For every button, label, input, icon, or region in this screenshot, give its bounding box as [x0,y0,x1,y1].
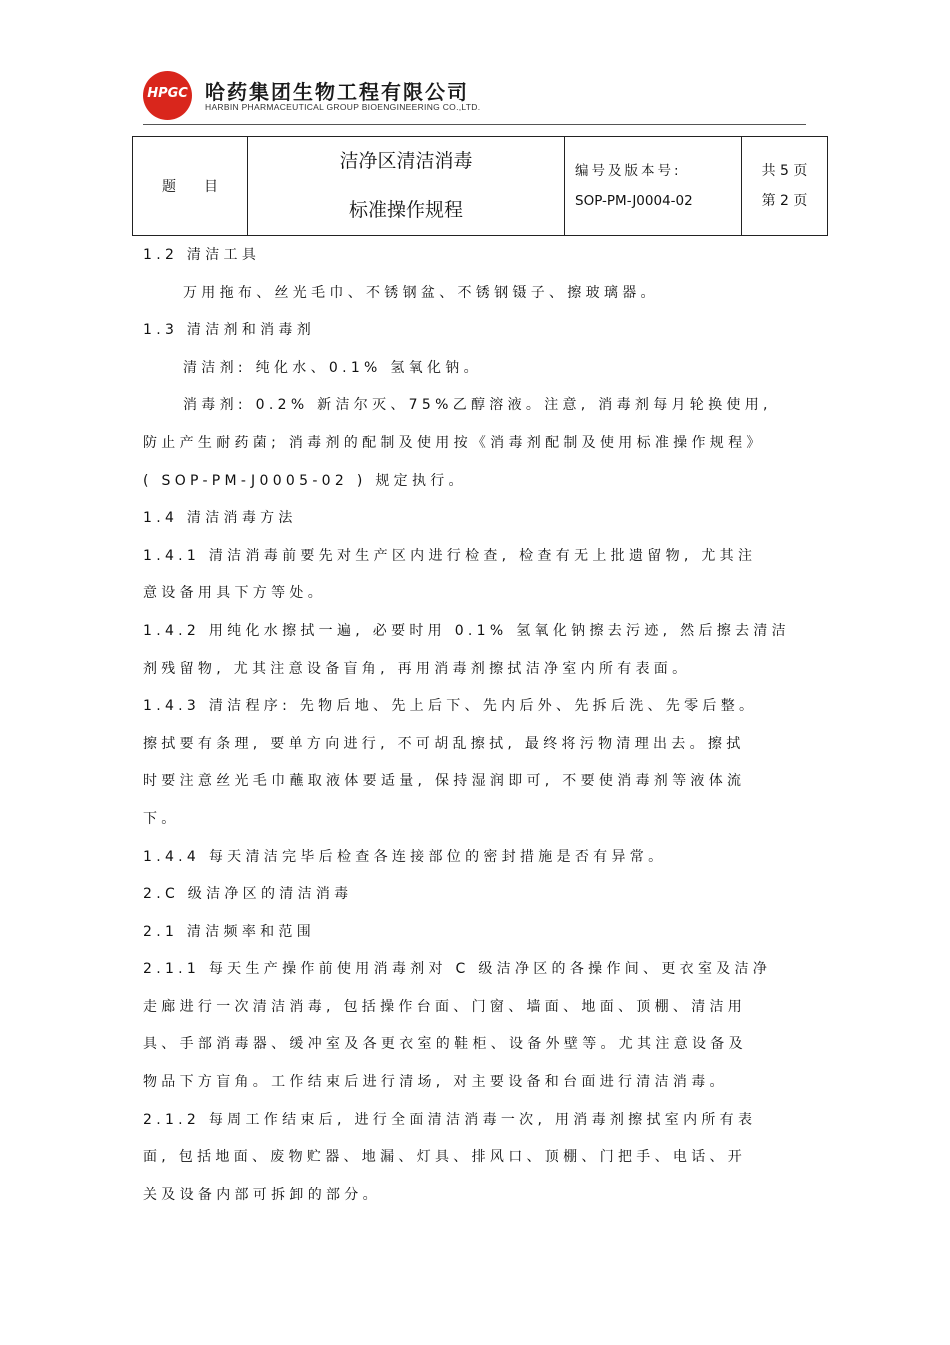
paragraph-line: 下。 [143,810,180,827]
paragraph-line: 意设备用具下方等处。 [143,585,326,602]
document-title-line1: 洁净区清洁消毒 [339,150,473,172]
paragraph-line: 清洁剂: 纯化水、0.1% 氢氧化钠。 [183,359,482,376]
paragraph-line: 万用拖布、丝光毛巾、不锈钢盆、不锈钢镊子、擦玻璃器。 [183,284,659,301]
paragraph-line: 剂残留物, 尤其注意设备盲角, 再用消毒剂擦拭洁净室内所有表面。 [143,660,691,677]
logo-text: HPGC [147,86,188,101]
title-table [132,136,828,236]
paragraph-line: 2.1.2 每周工作结束后, 进行全面清洁消毒一次, 用消毒剂擦拭室内所有表 [143,1111,757,1128]
page-info [742,137,828,236]
paragraph-line: 时要注意丝光毛巾蘸取液体要适量, 保持湿润即可, 不要使消毒剂等液体流 [143,773,746,790]
paragraph-line: 2.1.1 每天生产操作前使用消毒剂对 C 级洁净区的各操作间、更衣室及洁净 [143,961,772,978]
code-value: SOP-PM-J0004-02 [575,193,693,209]
section-heading: 2.1 清洁频率和范围 [143,923,316,940]
paragraph-line: 1.4.4 每天清洁完毕后检查各连接部位的密封措施是否有异常。 [143,848,667,865]
document-title [248,137,565,236]
paragraph-line: 1.4.2 用纯化水擦拭一遍, 必要时用 0.1% 氢氧化钠擦去污迹, 然后擦去清洁 [143,622,790,639]
company-name-cn: 哈药集团生物工程有限公司 [205,80,469,104]
paragraph-line: 物品下方盲角。工作结束后进行清场, 对主要设备和台面进行清洁消毒。 [143,1074,728,1091]
section-heading: 1.3 清洁剂和消毒剂 [143,322,316,339]
paragraph-line: 消毒剂: 0.2% 新洁尔灭、75%乙醇溶液。注意, 消毒剂每月轮换使用, [183,397,772,414]
paragraph-line: 1.4.1 清洁消毒前要先对生产区内进行检查, 检查有无上批遗留物, 尤其注 [143,547,757,564]
document-title-line2: 标准操作规程 [348,199,463,221]
page-number: 第 2 页 [761,193,808,209]
company-name-en: HARBIN PHARMACEUTICAL GROUP BIOENGINEERING CO.,LTD. [205,102,481,112]
paragraph-line: 1.4.3 清洁程序: 先物后地、先上后下、先内后外、先拆后洗、先零后整。 [143,698,758,715]
document-code [565,137,742,236]
paragraph-line: 走廊进行一次清洁消毒, 包括操作台面、门窗、墙面、地面、顶棚、清洁用 [143,998,747,1015]
paragraph-line: 防止产生耐药菌; 消毒剂的配制及使用按《消毒剂配制及使用标准操作规程》 [143,434,765,451]
section-heading: 1.4 清洁消毒方法 [143,510,297,527]
paragraph-line: 具、手部消毒器、缓冲室及各更衣室的鞋柜、设备外壁等。尤其注意设备及 [143,1036,747,1053]
header-divider [143,124,806,125]
total-pages: 共 5 页 [761,163,808,179]
code-label: 编号及版本号: [575,163,682,179]
section-heading: 2.C 级洁净区的清洁消毒 [143,886,353,903]
paragraph-line: 面, 包括地面、废物贮器、地漏、灯具、排风口、顶棚、门把手、电话、开 [143,1149,747,1166]
company-logo [143,71,192,120]
title-label: 题 目 [133,137,248,236]
paragraph-line: 擦拭要有条理, 要单方向进行, 不可胡乱擦拭, 最终将污物清理出去。擦拭 [143,735,745,752]
paragraph-line: 关及设备内部可拆卸的部分。 [143,1186,381,1203]
paragraph-line: ( SOP-PM-J0005-02 ) 规定执行。 [143,472,467,489]
section-heading: 1.2 清洁工具 [143,247,261,263]
document-body [143,237,807,1214]
